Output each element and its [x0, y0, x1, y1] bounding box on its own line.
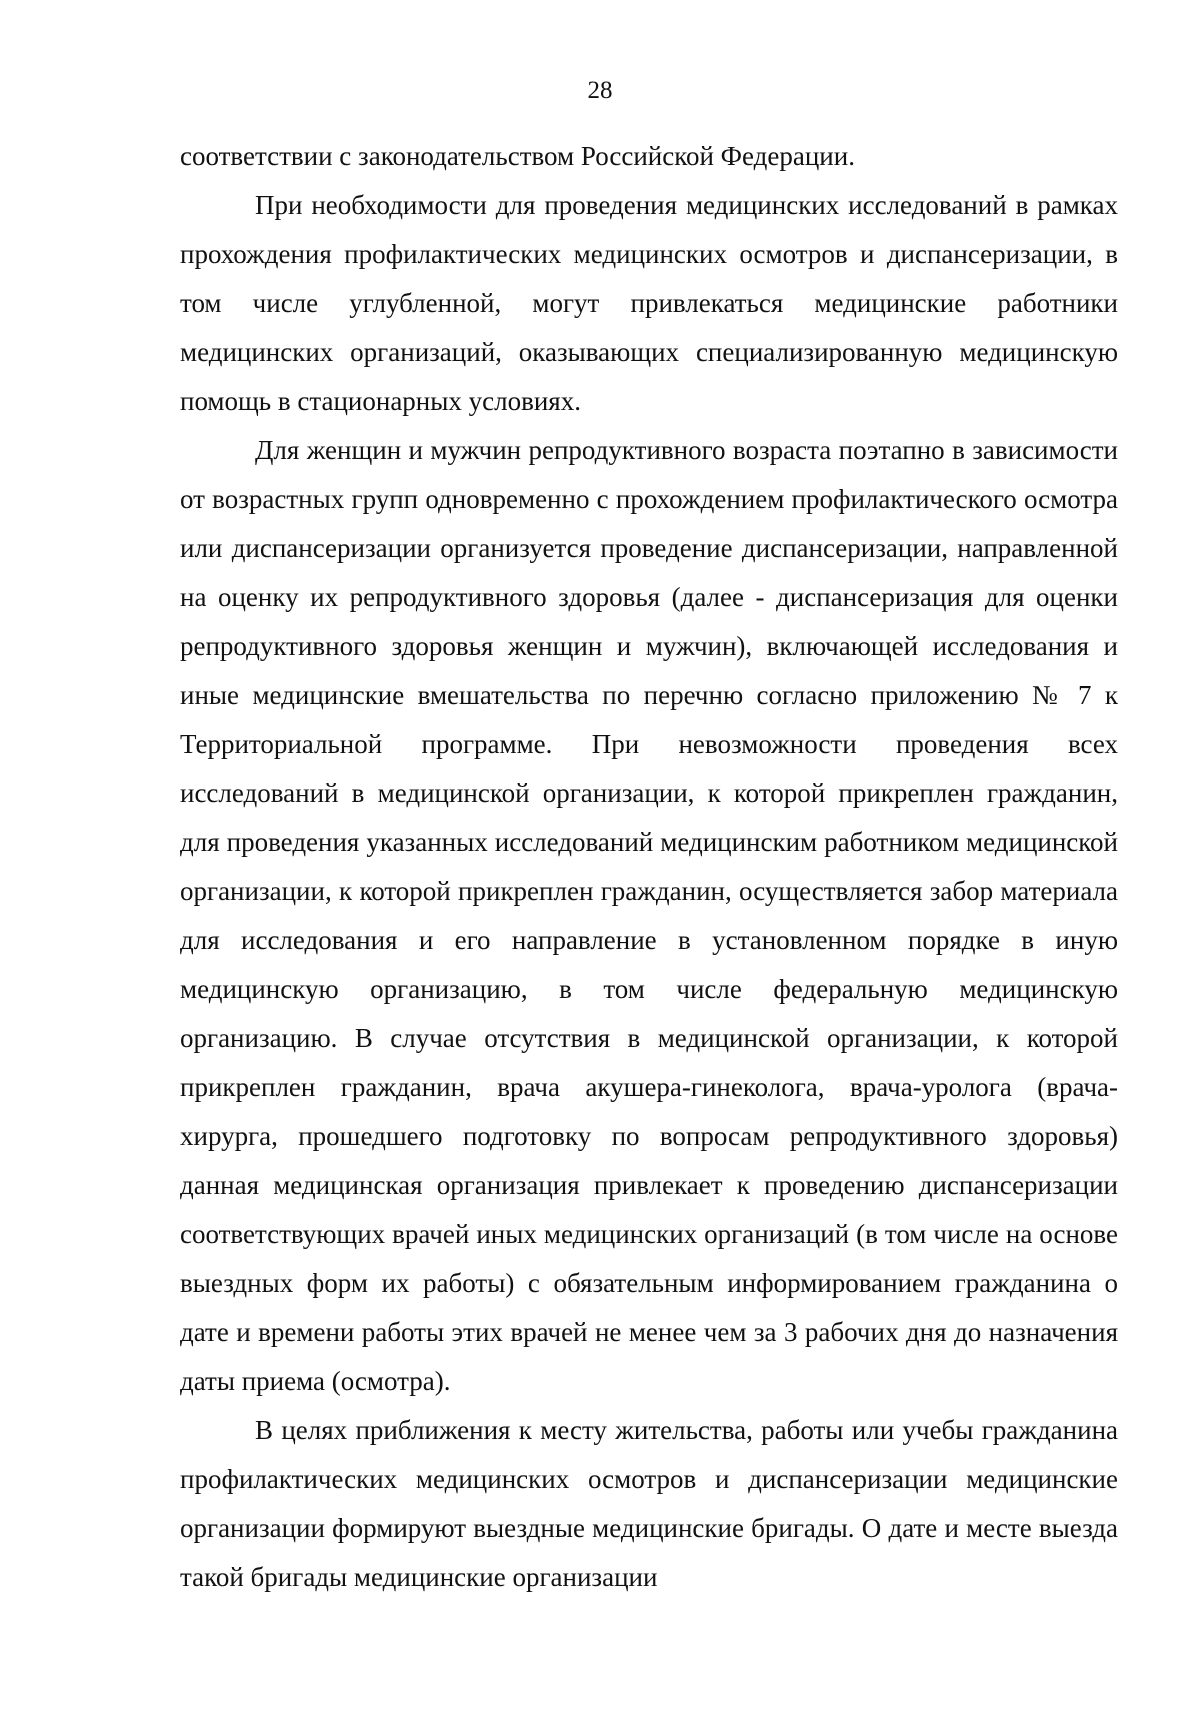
paragraph-reproductive-health: Для женщин и мужчин репродуктивного возраста поэтапно в зависимости от возрастных групп одновременно с прохождением профилактического осмотра или диспансеризации организуется проведение диспансеризации, направленной на оценку их репродуктивного здоровья (далее - диспансеризация для оценки репродуктивного здоровья женщин и мужчин), включающей исследования и иные медицинские вмешательства по перечню согласно приложению № 7 к Территориальной программе. При невозможности проведения всех исследований в медицинской организации, к которой прикреплен гражданин, для проведения указанных исследований медицинским работником медицинской организации, к которой прикреплен гражданин, осуществляется забор материала для исследования и его направление в установленном порядке в иную медицинскую организацию, в том числе федеральную медицинскую организацию. В случае отсутствия в медицинской организации, к которой прикреплен гражданин, врача акушера-гинеколога, врача-уролога (врача-хирурга, прошедшего подготовку по вопросам репродуктивного здоровья) данная медицинская организация привлекает к проведению диспансеризации соответствующих врачей иных медицинских организаций (в том числе на основе выездных форм их работы) с обязательным информированием гражданина о дате и времени работы этих врачей не менее чем за 3 рабочих дня до назначения даты приема (осмотра). — [180, 435, 1118, 1396]
paragraph-research-staff: При необходимости для проведения медицинских исследований в рамках прохождения профилактических медицинских осмотров и диспансеризации, в том числе углубленной, могут привлекаться медицинские работники медицинских организаций, оказывающих специализированную медицинскую помощь в стационарных условиях. — [180, 190, 1118, 416]
paragraph-mobile-teams: В целях приближения к месту жительства, работы или учебы гражданина профилактических медицинских осмотров и диспансеризации медицинские организации формируют выездные медицинские бригады. О дате и месте выезда такой бригады медицинские организации — [180, 1415, 1118, 1592]
document-body — [180, 132, 1118, 1602]
paragraph-continuation: соответствии с законодательством Российской Федерации. — [180, 141, 855, 171]
page-number: 28 — [587, 77, 613, 104]
